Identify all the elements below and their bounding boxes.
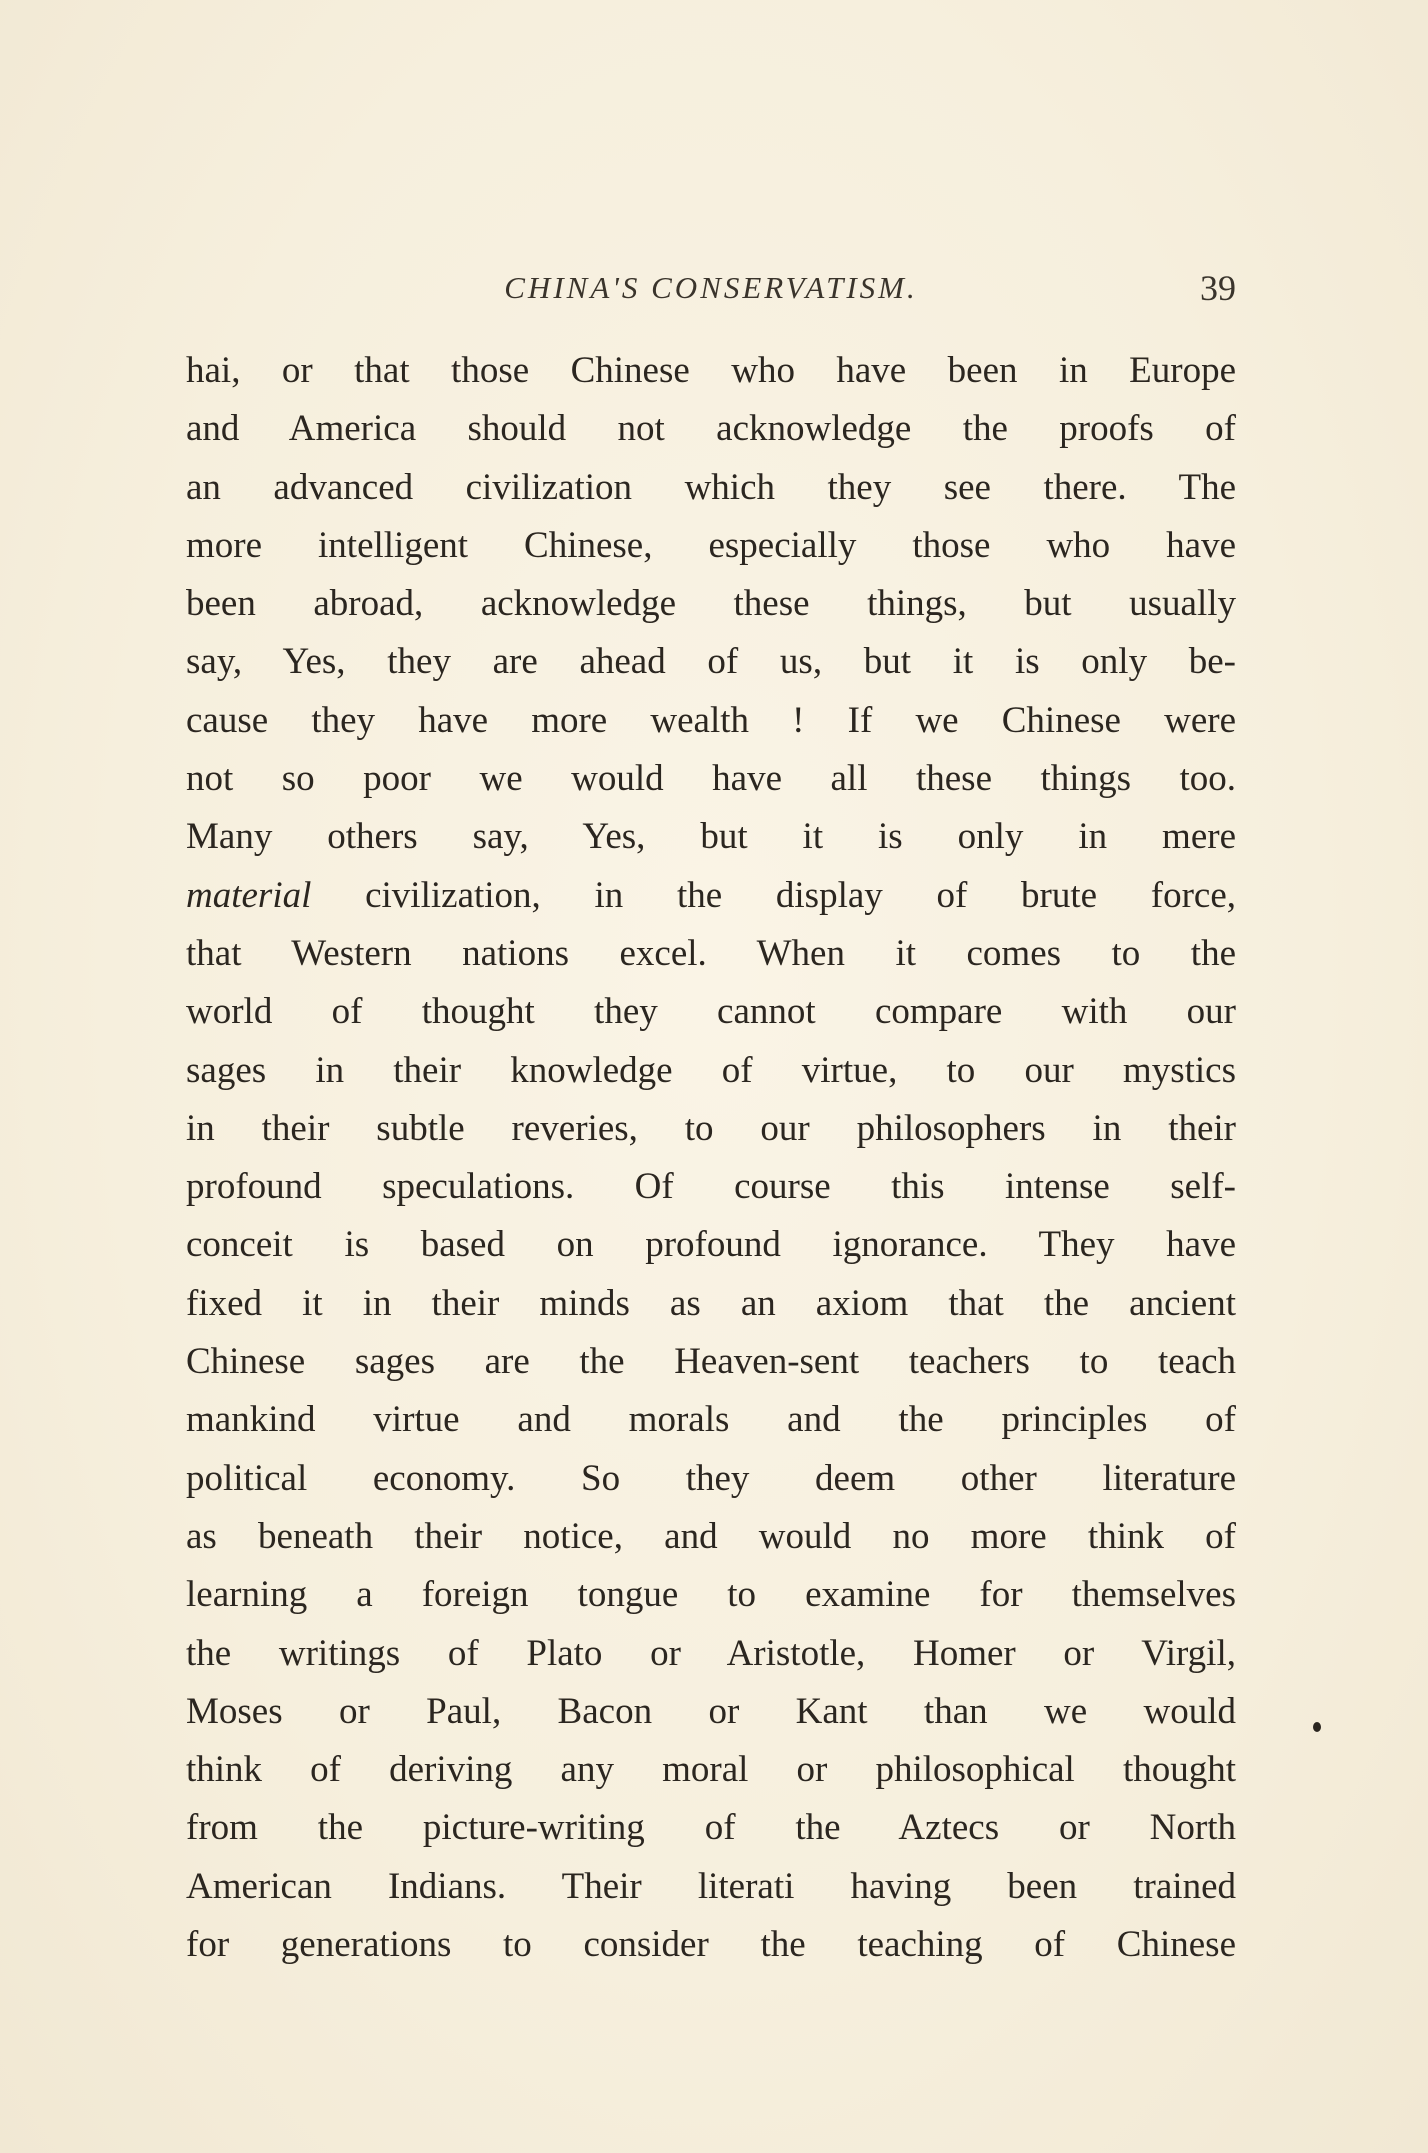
text-line: that Western nations excel. When it comes to the bbox=[186, 932, 1236, 974]
page-number: 39 bbox=[1200, 268, 1236, 308]
text-line: learning a foreign tongue to examine for themselves bbox=[186, 1574, 1236, 1616]
text-line: Moses or Paul, Bacon or Kant than we would bbox=[186, 1690, 1236, 1732]
text-line: in their subtle reveries, to our philosophers in their bbox=[186, 1107, 1236, 1149]
text-line: an advanced civilization which they see there. The bbox=[186, 466, 1236, 508]
running-title: CHINA'S CONSERVATISM. bbox=[504, 270, 918, 305]
text-line: American Indians. Their literati having been trained bbox=[186, 1865, 1236, 1907]
text-line: think of deriving any moral or philosophical thought bbox=[186, 1749, 1236, 1791]
text-line: sages in their knowledge of virtue, to our mystics bbox=[186, 1049, 1236, 1091]
text-line: mankind virtue and morals and the principles of bbox=[186, 1399, 1236, 1441]
text-line: as beneath their notice, and would no more think of bbox=[186, 1515, 1236, 1557]
text-line: from the picture-writing of the Aztecs or North bbox=[186, 1807, 1236, 1849]
text-line: for generations to consider the teaching of Chinese bbox=[186, 1924, 1236, 1966]
text-line: more intelligent Chinese, especially those who have bbox=[186, 524, 1236, 566]
text-line: fixed it in their minds as an axiom that the ancient bbox=[186, 1282, 1236, 1324]
text-line: been abroad, acknowledge these things, but usually bbox=[186, 583, 1236, 625]
text-line: Many others say, Yes, but it is only in mere bbox=[186, 816, 1236, 858]
text-line bbox=[186, 867, 1236, 925]
text-line: hai, or that those Chinese who have been in Europe bbox=[186, 350, 1236, 391]
text-line: say, Yes, they are ahead of us, but it is only be- bbox=[186, 641, 1236, 683]
running-head bbox=[186, 262, 1236, 314]
text-line: conceit is based on profound ignorance. They have bbox=[186, 1224, 1236, 1266]
text-line: not so poor we would have all these things too. bbox=[186, 758, 1236, 800]
text-line: and America should not acknowledge the proofs of bbox=[186, 408, 1236, 450]
text-line: Chinese sages are the Heaven-sent teachers to teach bbox=[186, 1341, 1236, 1383]
text-line: world of thought they cannot compare with our bbox=[186, 991, 1236, 1033]
text-line: cause they have more wealth ! If we Chinese were bbox=[186, 699, 1236, 741]
line-remainder: civilization, in the display of brute force, bbox=[311, 874, 1236, 916]
text-line: political economy. So they deem other literature bbox=[186, 1457, 1236, 1499]
text-line: the writings of Plato or Aristotle, Homer or Virgil, bbox=[186, 1632, 1236, 1674]
italic-word: material bbox=[186, 874, 312, 916]
ink-speck bbox=[1313, 1722, 1321, 1732]
text-line: profound speculations. Of course this intense self- bbox=[186, 1166, 1236, 1208]
body-text bbox=[186, 342, 1236, 1974]
